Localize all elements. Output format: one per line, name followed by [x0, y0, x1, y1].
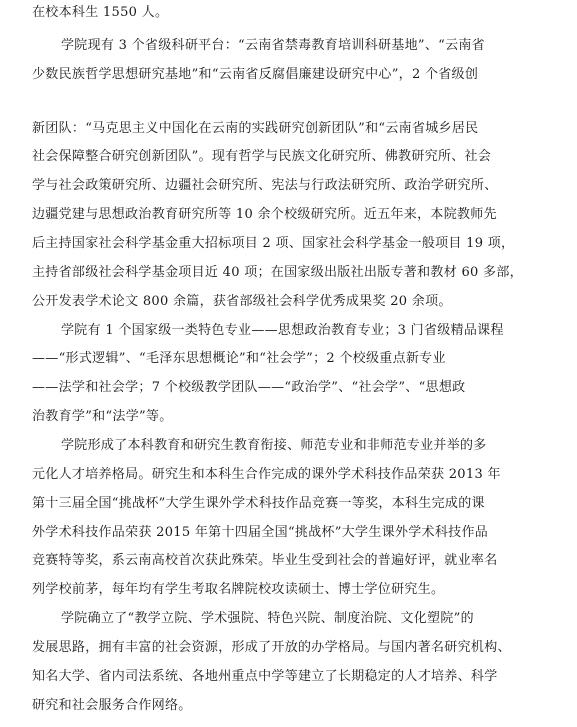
text-line: 少数民族哲学思想研究基地”和“云南省反腐倡廉建设研究中心”，2 个省级创	[32, 67, 479, 82]
text-line: 学院形成了本科教育和研究生教育衔接、师范专业和非师范专业并举的多	[61, 438, 487, 453]
text-line: 治教育学”和“法学”等。	[32, 409, 173, 424]
text-line: 知名大学、省内司法系统、各地州重点中学等建立了长期稳定的人才培养、科学	[32, 669, 498, 684]
text-line: 发展思路，拥有丰富的社会资源，形成了开放的办学格局。与国内著名研究机构、	[32, 640, 511, 655]
text-line: 在校本科生 1550 人。	[32, 5, 169, 20]
text-line: ——法学和社会学；7 个校级教学团队——“政治学”、“社会学”、“思想政	[32, 380, 466, 395]
text-line: 学与社会政策研究所、边疆社会研究所、宪法与行政法研究所、政治学研究所、	[32, 178, 498, 193]
text-line: 外学术科技作品荣获 2015 年第十四届全国“挑战杯”大学生课外学术科技作品	[32, 525, 489, 540]
text-line: 后主持国家社会科学基金重大招标项目 2 项、国家社会科学基金一般项目 19 项，	[32, 236, 515, 251]
text-line: 学院有 1 个国家级一类特色专业——思想政治教育专业；3 门省级精品课程	[61, 323, 504, 338]
text-line: 第十三届全国“挑战杯”大学生课外学术科技作品竞赛一等奖，本科生完成的课	[32, 496, 485, 511]
text-line: ——“形式逻辑”、“毛泽东思想概论”和“社会学”；2 个校级重点新专业	[32, 351, 446, 366]
text-line: 主持省部级社会科学基金项目近 40 项；在国家级出版社出版专著和教材 60 多部，	[32, 265, 523, 280]
text-line: 学院现有 3 个省级科研平台：“云南省禁毒教育培训科研基地”、“云南省	[61, 38, 485, 53]
text-line: 社会保障整合研究创新团队”。现有哲学与民族文化研究所、佛教研究所、社会	[32, 149, 492, 164]
text-line: 竞赛特等奖，系云南高校首次获此殊荣。毕业生受到社会的普遍好评，就业率名	[32, 553, 498, 568]
text-line: 新团队：“马克思主义中国化在云南的实践研究创新团队”和“云南省城乡居民	[32, 121, 479, 136]
text-line: 公开发表学术论文 800 余篇，获省部级社会科学优秀成果奖 20 余项。	[32, 294, 452, 309]
text-line: 学院确立了“教学立院、学术强院、特色兴院、制度治院、文化塑院”的	[61, 611, 474, 626]
text-line: 边疆党建与思想政治教育研究所等 10 余个校级研究所。近五年来，本院教师先	[32, 207, 497, 222]
text-line: 研究和社会服务合作网络。	[32, 698, 192, 713]
text-line: 元化人才培养格局。研究生和本科生合作完成的课外学术科技作品荣获 2013 年	[32, 467, 501, 482]
text-line: 列学校前茅，每年均有学生考取名牌院校攻读硕士、博士学位研究生。	[32, 582, 445, 597]
